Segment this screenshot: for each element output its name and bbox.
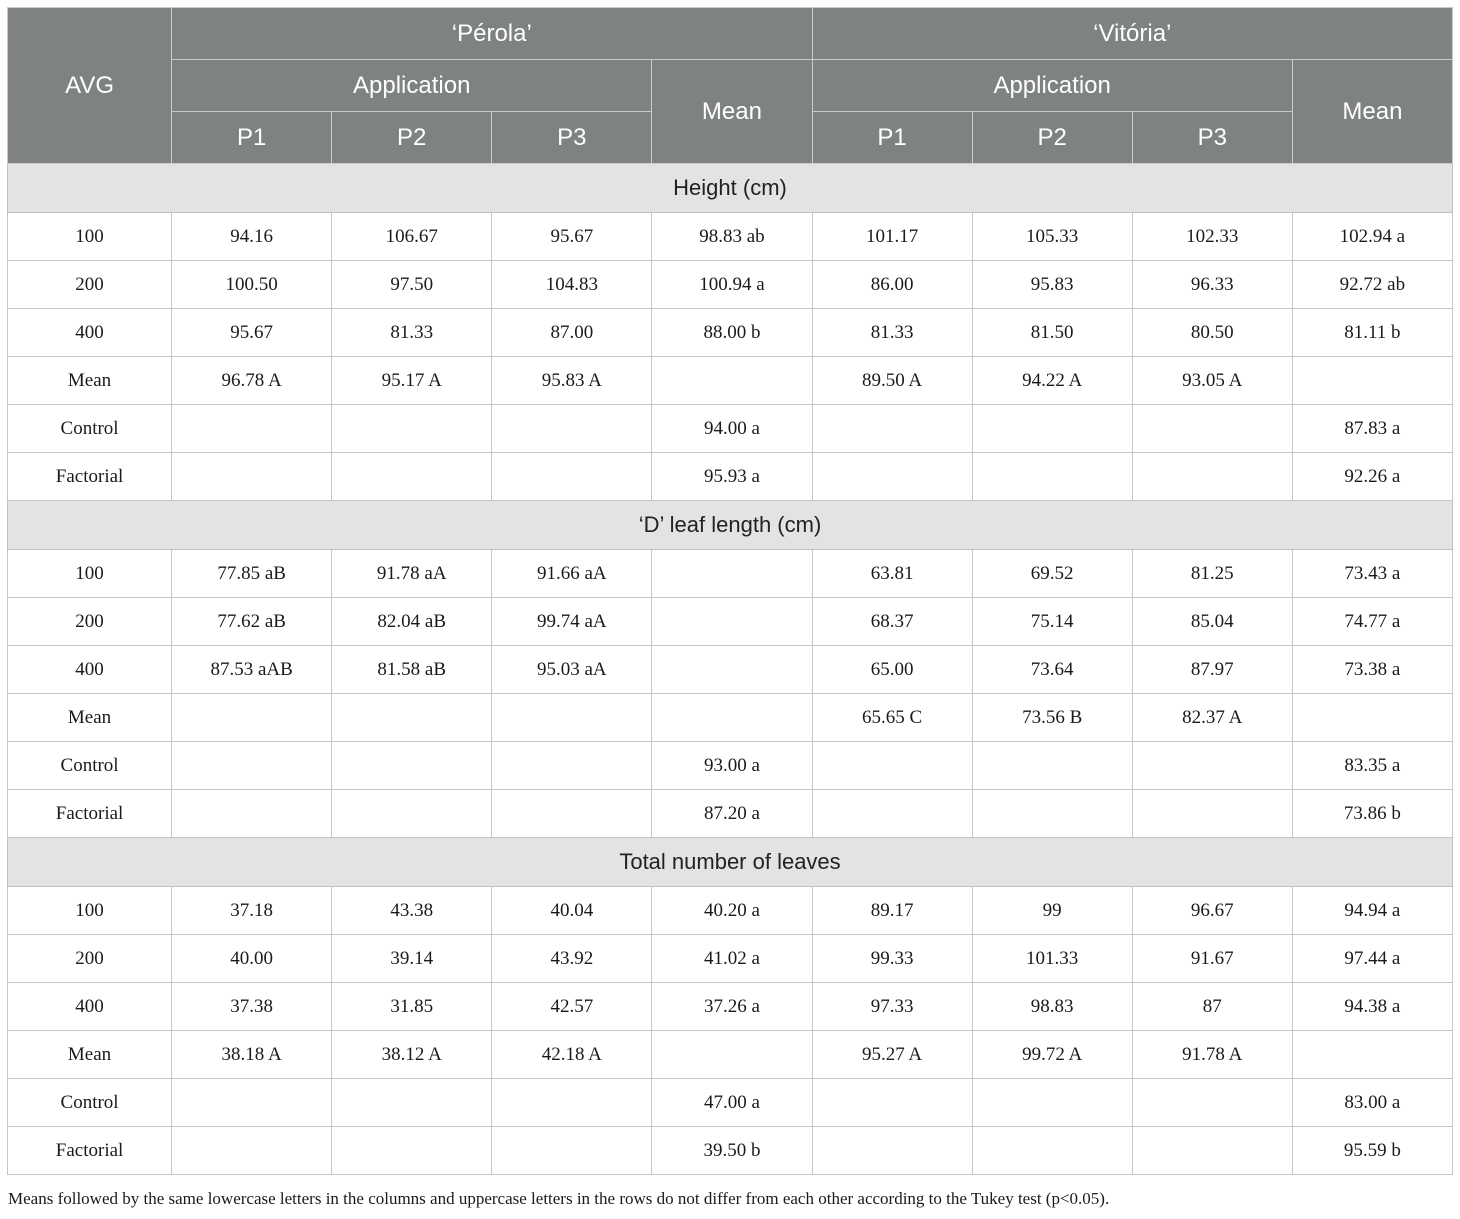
table-cell: 81.33 <box>332 309 492 357</box>
table-cell <box>172 1079 332 1127</box>
table-cell: 89.50 A <box>812 357 972 405</box>
table-cell: 97.50 <box>332 261 492 309</box>
table-cell: 93.00 a <box>652 742 812 790</box>
table-cell <box>492 1079 652 1127</box>
header-p2-perola: P2 <box>332 112 492 164</box>
table-row <box>8 357 1453 405</box>
table-cell: 81.58 aB <box>332 646 492 694</box>
table-cell: 43.92 <box>492 935 652 983</box>
table-cell <box>332 453 492 501</box>
header-mean-vitoria: Mean <box>1292 60 1452 164</box>
section-header-row <box>8 501 1453 550</box>
table-cell <box>1292 1031 1452 1079</box>
row-label: Control <box>8 742 172 790</box>
table-cell: 73.56 B <box>972 694 1132 742</box>
section-title: Height (cm) <box>8 164 1453 213</box>
table-cell: 73.38 a <box>1292 646 1452 694</box>
header-p1-vitoria: P1 <box>812 112 972 164</box>
table-cell: 93.05 A <box>1132 357 1292 405</box>
row-label: 200 <box>8 935 172 983</box>
table-cell <box>652 646 812 694</box>
table-cell <box>812 1079 972 1127</box>
table-cell: 68.37 <box>812 598 972 646</box>
table-cell: 73.86 b <box>1292 790 1452 838</box>
row-label: 400 <box>8 983 172 1031</box>
table-cell: 73.64 <box>972 646 1132 694</box>
table-cell <box>492 453 652 501</box>
table-row <box>8 405 1453 453</box>
table-cell: 95.93 a <box>652 453 812 501</box>
table-cell: 40.20 a <box>652 887 812 935</box>
table-cell: 97.44 a <box>1292 935 1452 983</box>
row-label: 100 <box>8 550 172 598</box>
table-header <box>8 8 1453 164</box>
results-table <box>7 7 1453 1175</box>
table-cell: 37.18 <box>172 887 332 935</box>
table-cell <box>172 694 332 742</box>
table-cell: 92.26 a <box>1292 453 1452 501</box>
header-p2-vitoria: P2 <box>972 112 1132 164</box>
table-cell: 87.53 aAB <box>172 646 332 694</box>
table-cell: 81.50 <box>972 309 1132 357</box>
header-mean-perola: Mean <box>652 60 812 164</box>
table-row <box>8 646 1453 694</box>
table-cell: 69.52 <box>972 550 1132 598</box>
table-cell: 40.00 <box>172 935 332 983</box>
row-label: 400 <box>8 646 172 694</box>
table-cell: 41.02 a <box>652 935 812 983</box>
table-cell <box>332 405 492 453</box>
header-cultivar-vitoria: ‘Vitória’ <box>812 8 1452 60</box>
table-cell: 43.38 <box>332 887 492 935</box>
table-cell: 94.38 a <box>1292 983 1452 1031</box>
row-label: Mean <box>8 1031 172 1079</box>
table-row <box>8 213 1453 261</box>
table-row <box>8 1031 1453 1079</box>
table-cell: 83.00 a <box>1292 1079 1452 1127</box>
table-cell <box>972 1079 1132 1127</box>
row-label: Mean <box>8 694 172 742</box>
table-cell <box>332 1079 492 1127</box>
table-cell: 102.94 a <box>1292 213 1452 261</box>
table-cell <box>1132 405 1292 453</box>
table-cell: 87.00 <box>492 309 652 357</box>
table-cell: 77.62 aB <box>172 598 332 646</box>
table-cell <box>332 1127 492 1175</box>
header-application-vitoria: Application <box>812 60 1292 112</box>
table-cell: 85.04 <box>1132 598 1292 646</box>
table-row <box>8 983 1453 1031</box>
table-cell <box>652 694 812 742</box>
table-row <box>8 598 1453 646</box>
table-cell: 81.11 b <box>1292 309 1452 357</box>
table-cell <box>972 790 1132 838</box>
table-cell: 98.83 <box>972 983 1132 1031</box>
table-cell: 99.74 aA <box>492 598 652 646</box>
section-title: ‘D’ leaf length (cm) <box>8 501 1453 550</box>
table-cell: 42.18 A <box>492 1031 652 1079</box>
table-cell: 99 <box>972 887 1132 935</box>
table-cell: 96.33 <box>1132 261 1292 309</box>
table-cell: 73.43 a <box>1292 550 1452 598</box>
table-cell <box>332 790 492 838</box>
row-label: Factorial <box>8 790 172 838</box>
table-cell: 91.67 <box>1132 935 1292 983</box>
table-row <box>8 694 1453 742</box>
table-cell <box>1132 1127 1292 1175</box>
header-p1-perola: P1 <box>172 112 332 164</box>
table-cell: 95.27 A <box>812 1031 972 1079</box>
table-cell: 87 <box>1132 983 1292 1031</box>
header-application-perola: Application <box>172 60 652 112</box>
table-cell: 87.20 a <box>652 790 812 838</box>
header-p3-vitoria: P3 <box>1132 112 1292 164</box>
table-cell: 101.33 <box>972 935 1132 983</box>
table-cell <box>812 790 972 838</box>
table-cell <box>172 790 332 838</box>
table-cell: 81.33 <box>812 309 972 357</box>
table-cell: 83.35 a <box>1292 742 1452 790</box>
table-cell <box>812 453 972 501</box>
table-cell <box>492 742 652 790</box>
table-cell: 88.00 b <box>652 309 812 357</box>
table-cell <box>1132 1079 1292 1127</box>
table-cell <box>812 1127 972 1175</box>
table-cell <box>492 1127 652 1175</box>
table-cell: 95.83 <box>972 261 1132 309</box>
table-cell: 104.83 <box>492 261 652 309</box>
table-cell: 47.00 a <box>652 1079 812 1127</box>
table-cell: 87.83 a <box>1292 405 1452 453</box>
row-label: 400 <box>8 309 172 357</box>
row-label: Control <box>8 1079 172 1127</box>
table-cell: 81.25 <box>1132 550 1292 598</box>
row-label: Control <box>8 405 172 453</box>
table-row <box>8 790 1453 838</box>
table-row <box>8 887 1453 935</box>
table-cell <box>652 598 812 646</box>
table-cell: 37.26 a <box>652 983 812 1031</box>
table-cell: 97.33 <box>812 983 972 1031</box>
table-cell: 80.50 <box>1132 309 1292 357</box>
table-row <box>8 1079 1453 1127</box>
table-cell: 89.17 <box>812 887 972 935</box>
table-cell: 91.78 aA <box>332 550 492 598</box>
table-cell: 99.33 <box>812 935 972 983</box>
table-cell: 105.33 <box>972 213 1132 261</box>
table-cell: 74.77 a <box>1292 598 1452 646</box>
row-label: Factorial <box>8 453 172 501</box>
table-cell: 42.57 <box>492 983 652 1031</box>
table-cell: 75.14 <box>972 598 1132 646</box>
table-cell: 40.04 <box>492 887 652 935</box>
table-cell <box>972 405 1132 453</box>
table-row <box>8 261 1453 309</box>
table-cell: 94.94 a <box>1292 887 1452 935</box>
table-row <box>8 550 1453 598</box>
table-cell: 95.59 b <box>1292 1127 1452 1175</box>
table-cell: 77.85 aB <box>172 550 332 598</box>
table-cell: 101.17 <box>812 213 972 261</box>
table-cell <box>1132 453 1292 501</box>
table-cell <box>652 550 812 598</box>
table-cell <box>172 453 332 501</box>
table-cell: 98.83 ab <box>652 213 812 261</box>
table-cell <box>652 357 812 405</box>
row-label: 100 <box>8 887 172 935</box>
table-cell <box>492 405 652 453</box>
table-cell <box>332 694 492 742</box>
header-p3-perola: P3 <box>492 112 652 164</box>
table-cell: 65.00 <box>812 646 972 694</box>
table-cell: 96.67 <box>1132 887 1292 935</box>
header-avg: AVG <box>8 8 172 164</box>
table-cell <box>972 453 1132 501</box>
table-cell: 87.97 <box>1132 646 1292 694</box>
table-cell: 94.22 A <box>972 357 1132 405</box>
table-cell <box>972 1127 1132 1175</box>
table-cell: 100.50 <box>172 261 332 309</box>
table-cell <box>332 742 492 790</box>
table-cell: 92.72 ab <box>1292 261 1452 309</box>
table-cell <box>492 790 652 838</box>
table-cell: 100.94 a <box>652 261 812 309</box>
table-cell <box>172 1127 332 1175</box>
row-label: Factorial <box>8 1127 172 1175</box>
table-cell: 91.78 A <box>1132 1031 1292 1079</box>
table-row <box>8 309 1453 357</box>
table-cell <box>812 742 972 790</box>
table-cell: 86.00 <box>812 261 972 309</box>
table-cell: 99.72 A <box>972 1031 1132 1079</box>
table-row <box>8 453 1453 501</box>
row-label: 200 <box>8 598 172 646</box>
table-cell: 95.17 A <box>332 357 492 405</box>
row-label: 100 <box>8 213 172 261</box>
table-cell: 102.33 <box>1132 213 1292 261</box>
table-row <box>8 935 1453 983</box>
table-cell: 65.65 C <box>812 694 972 742</box>
table-cell: 82.04 aB <box>332 598 492 646</box>
table-cell: 39.50 b <box>652 1127 812 1175</box>
table-cell: 38.12 A <box>332 1031 492 1079</box>
table-cell <box>172 742 332 790</box>
table-cell: 37.38 <box>172 983 332 1031</box>
table-body <box>8 164 1453 1175</box>
table-cell <box>1292 694 1452 742</box>
table-cell: 95.83 A <box>492 357 652 405</box>
section-header-row <box>8 164 1453 213</box>
table-cell: 38.18 A <box>172 1031 332 1079</box>
table-cell <box>652 1031 812 1079</box>
table-row <box>8 742 1453 790</box>
header-cultivar-perola: ‘Pérola’ <box>172 8 812 60</box>
table-cell: 106.67 <box>332 213 492 261</box>
table-cell <box>1292 357 1452 405</box>
table-cell <box>1132 790 1292 838</box>
row-label: Mean <box>8 357 172 405</box>
table-cell: 82.37 A <box>1132 694 1292 742</box>
table-cell <box>492 694 652 742</box>
table-footnote: Means followed by the same lowercase letters in the columns and uppercase letters in the rows do not differ from each other according to the Tukey test (p<0.05). <box>8 1189 1110 1208</box>
table-cell <box>972 742 1132 790</box>
section-header-row <box>8 838 1453 887</box>
table-cell <box>812 405 972 453</box>
table-row <box>8 1127 1453 1175</box>
table-cell <box>1132 742 1292 790</box>
table-cell: 95.67 <box>172 309 332 357</box>
table-cell: 91.66 aA <box>492 550 652 598</box>
table-cell: 94.00 a <box>652 405 812 453</box>
table-cell: 39.14 <box>332 935 492 983</box>
table-cell: 96.78 A <box>172 357 332 405</box>
table-cell: 31.85 <box>332 983 492 1031</box>
row-label: 200 <box>8 261 172 309</box>
table-cell: 63.81 <box>812 550 972 598</box>
table-cell <box>172 405 332 453</box>
table-cell: 95.03 aA <box>492 646 652 694</box>
table-cell: 94.16 <box>172 213 332 261</box>
table-cell: 95.67 <box>492 213 652 261</box>
section-title: Total number of leaves <box>8 838 1453 887</box>
